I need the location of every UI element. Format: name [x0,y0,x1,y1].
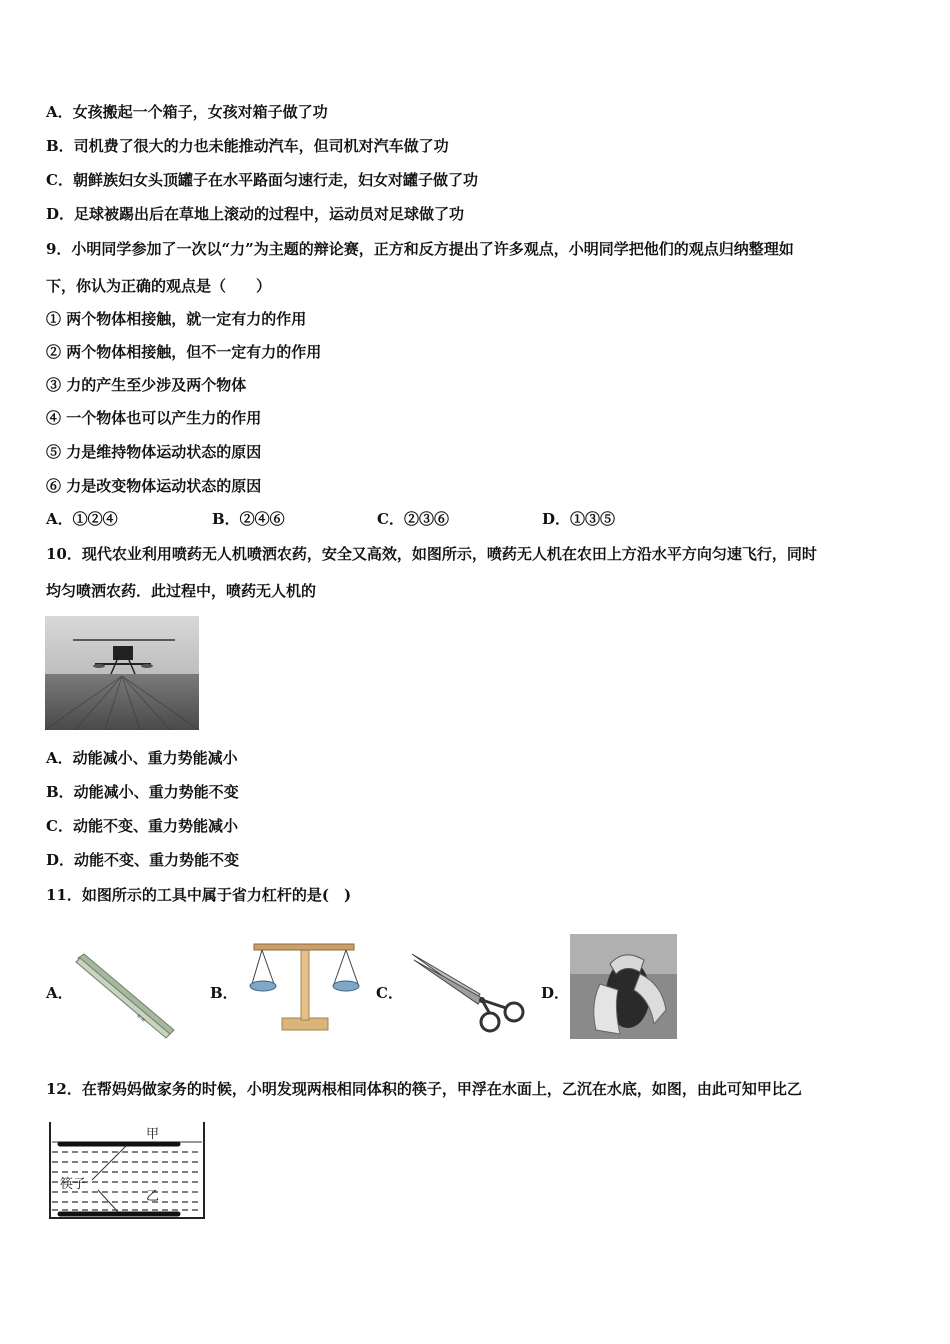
q9-option-a: A．①②④ [46,510,118,528]
q9-statement-1: ① 两个物体相接触，就一定有力的作用 [46,310,307,328]
q9-option-d: D．①③⑤ [542,510,616,528]
q9-stem-line2: 下，你认为正确的观点是（ ） [46,277,272,295]
balance-scale-image [246,936,362,1034]
q9-stem-line1: 9．小明同学参加了一次以“力”为主题的辩论赛，正方和反方提出了许多观点，小明同学把他们的观点归纳整理如 [46,240,794,258]
q9-statement-6: ⑥ 力是改变物体运动状态的原因 [46,477,262,495]
q10-stem-line2: 均匀喷洒农药．此过程中，喷药无人机的 [46,582,317,600]
q11-label-a: A． [46,984,73,1002]
scissors-image [410,948,528,1038]
q8-option-d: D．足球被踢出后在草地上滚动的过程中，运动员对足球做了功 [46,205,465,223]
q11-stem: 11．如图所示的工具中属于省力杠杆的是( ) [46,886,352,904]
q11-label-b: B． [210,984,238,1002]
q9-option-c: C．②③⑥ [377,510,449,528]
chopsticks-beaker-figure [46,1118,208,1222]
q10-stem-line1: 10．现代农业利用喷药无人机喷洒农药，安全又高效，如图所示，喷药无人机在农田上方沿水平方向匀速飞行，同时 [46,545,817,563]
q8-option-a: A．女孩搬起一个箱子，女孩对箱子做了功 [46,103,328,121]
svg-text:≡≡: ≡≡ [134,1012,147,1025]
bottle-opener-photo [570,934,677,1039]
drone-photo [45,616,199,730]
q8-option-c: C．朝鲜族妇女头顶罐子在水平路面匀速行走，妇女对罐子做了功 [46,171,478,189]
q9-statement-4: ④ 一个物体也可以产生力的作用 [46,409,262,427]
q9-statement-2: ② 两个物体相接触，但不一定有力的作用 [46,343,322,361]
label-jia: 甲 [146,1127,160,1142]
q11-label-d: D． [541,984,570,1002]
q9-statement-5: ⑤ 力是维持物体运动状态的原因 [46,443,262,461]
label-kuaizi: 筷子 [60,1177,87,1192]
label-yi: 乙 [146,1189,160,1204]
q9-option-b: B．②④⑥ [212,510,285,528]
q10-option-b: B．动能减小、重力势能不变 [46,783,239,801]
q9-statement-3: ③ 力的产生至少涉及两个物体 [46,376,247,394]
q10-option-c: C．动能不变、重力势能减小 [46,817,238,835]
tweezers-image [74,950,176,1042]
q10-option-d: D．动能不变、重力势能不变 [46,851,240,869]
q11-label-c: C． [376,984,403,1002]
q8-option-b: B．司机费了很大的力也未能推动汽车，但司机对汽车做了功 [46,137,449,155]
q12-stem: 12．在帮妈妈做家务的时候，小明发现两根相同体积的筷子，甲浮在水面上，乙沉在水底，如图，由此可知甲比乙 [46,1080,802,1098]
q10-option-a: A．动能减小、重力势能减小 [46,749,238,767]
